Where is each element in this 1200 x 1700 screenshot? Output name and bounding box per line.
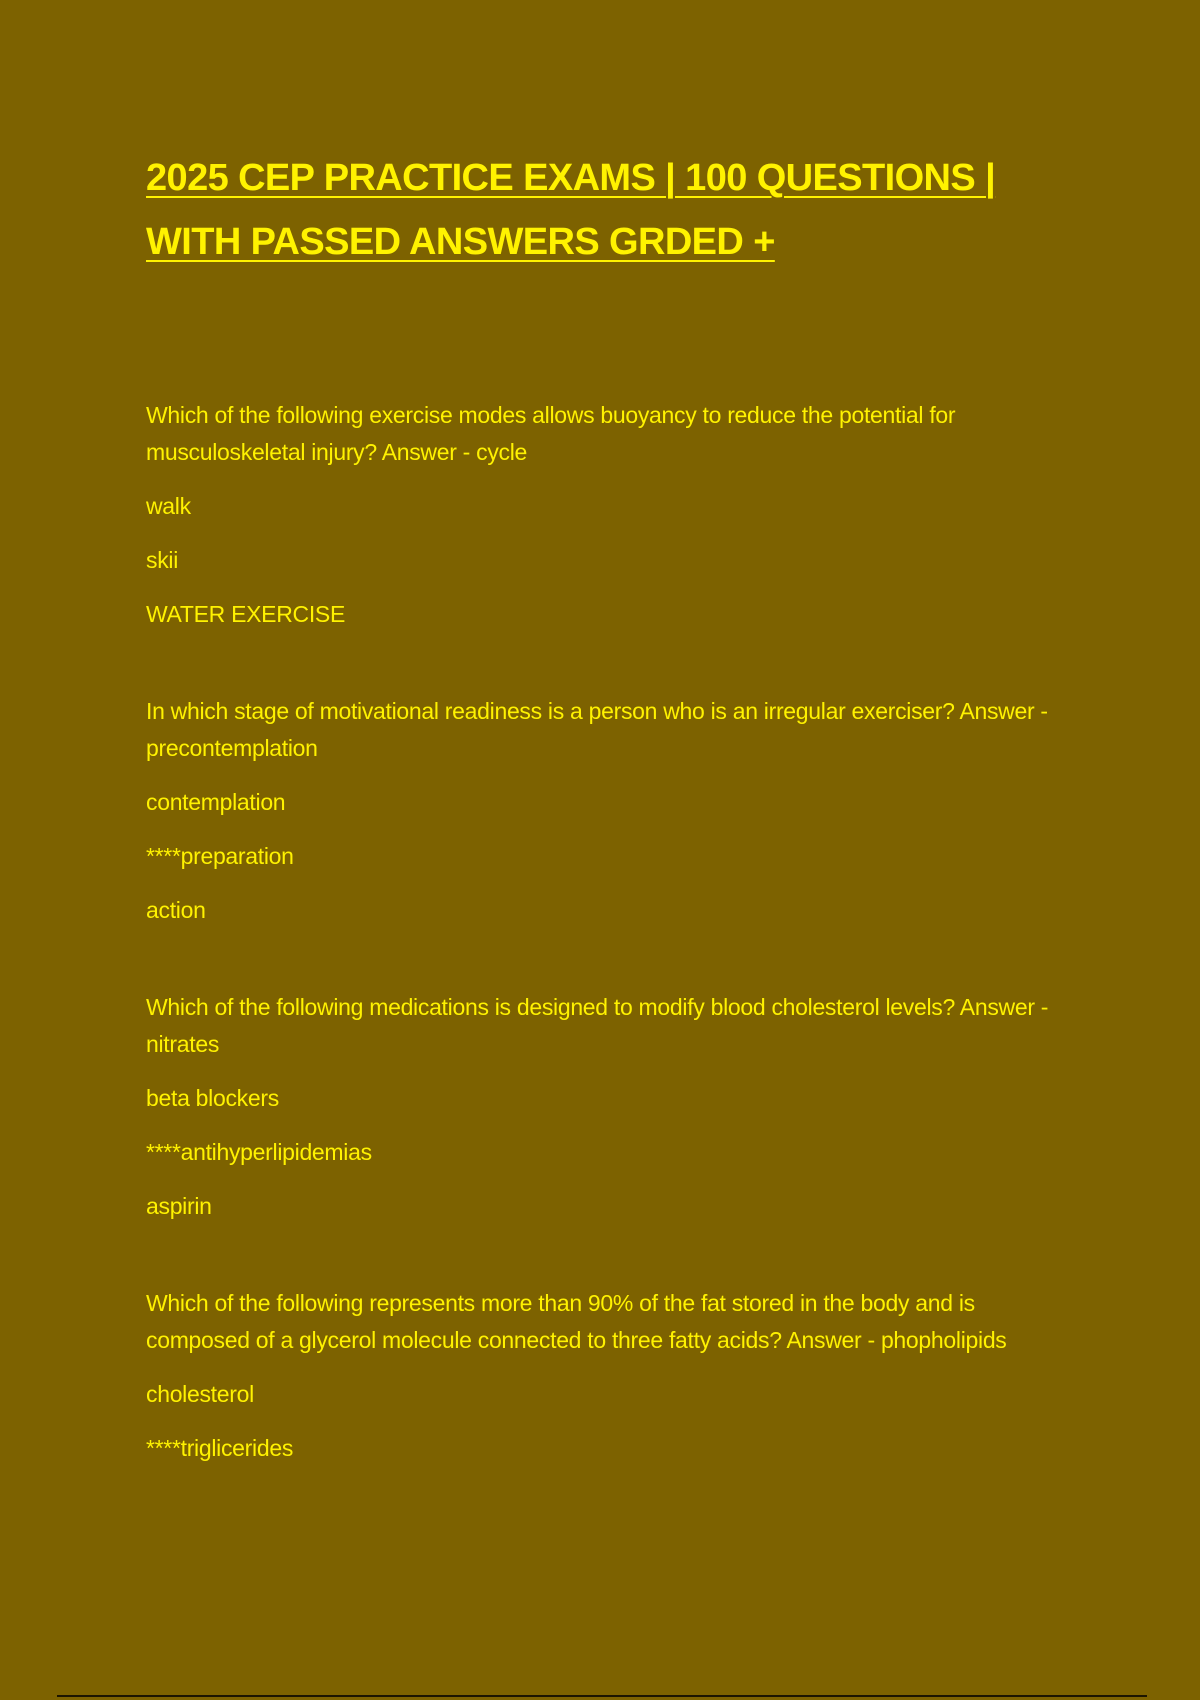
answer-option: WATER EXERCISE	[146, 601, 345, 627]
page-bottom-divider	[57, 1695, 1147, 1697]
answer-option: contemplation	[146, 789, 286, 815]
question-block	[146, 989, 1066, 1225]
answer-option: ****antihyperlipidemias	[146, 1139, 372, 1165]
answer-option: beta blockers	[146, 1085, 279, 1111]
question-text: Which of the following medications is designed to modify blood cholesterol levels? Answer - nitrates	[146, 994, 1049, 1057]
answer-option: cholesterol	[146, 1381, 254, 1407]
answer-option: aspirin	[146, 1193, 212, 1219]
answer-option: ****triglicerides	[146, 1435, 294, 1461]
question-block	[146, 693, 1066, 929]
question-text: In which stage of motivational readiness is a person who is an irregular exerciser? Answer - precontemplation	[146, 698, 1048, 761]
answer-option: walk	[146, 493, 191, 519]
answer-option: skii	[146, 547, 179, 573]
question-block	[146, 397, 1066, 633]
question-text: Which of the following represents more than 90% of the fat stored in the body and is composed of a glycerol molecule connected to three fatty acids? Answer - phopholipids	[146, 1290, 1007, 1353]
question-text: Which of the following exercise modes allows buoyancy to reduce the potential for musculoskeletal injury? Answer - cycle	[146, 402, 956, 465]
question-list	[146, 397, 1066, 1527]
question-block	[146, 1285, 1066, 1467]
document-title: 2025 CEP PRACTICE EXAMS | 100 QUESTIONS | WITH PASSED ANSWERS GRDED +	[146, 157, 996, 263]
answer-option: action	[146, 897, 206, 923]
answer-option: ****preparation	[146, 843, 294, 869]
